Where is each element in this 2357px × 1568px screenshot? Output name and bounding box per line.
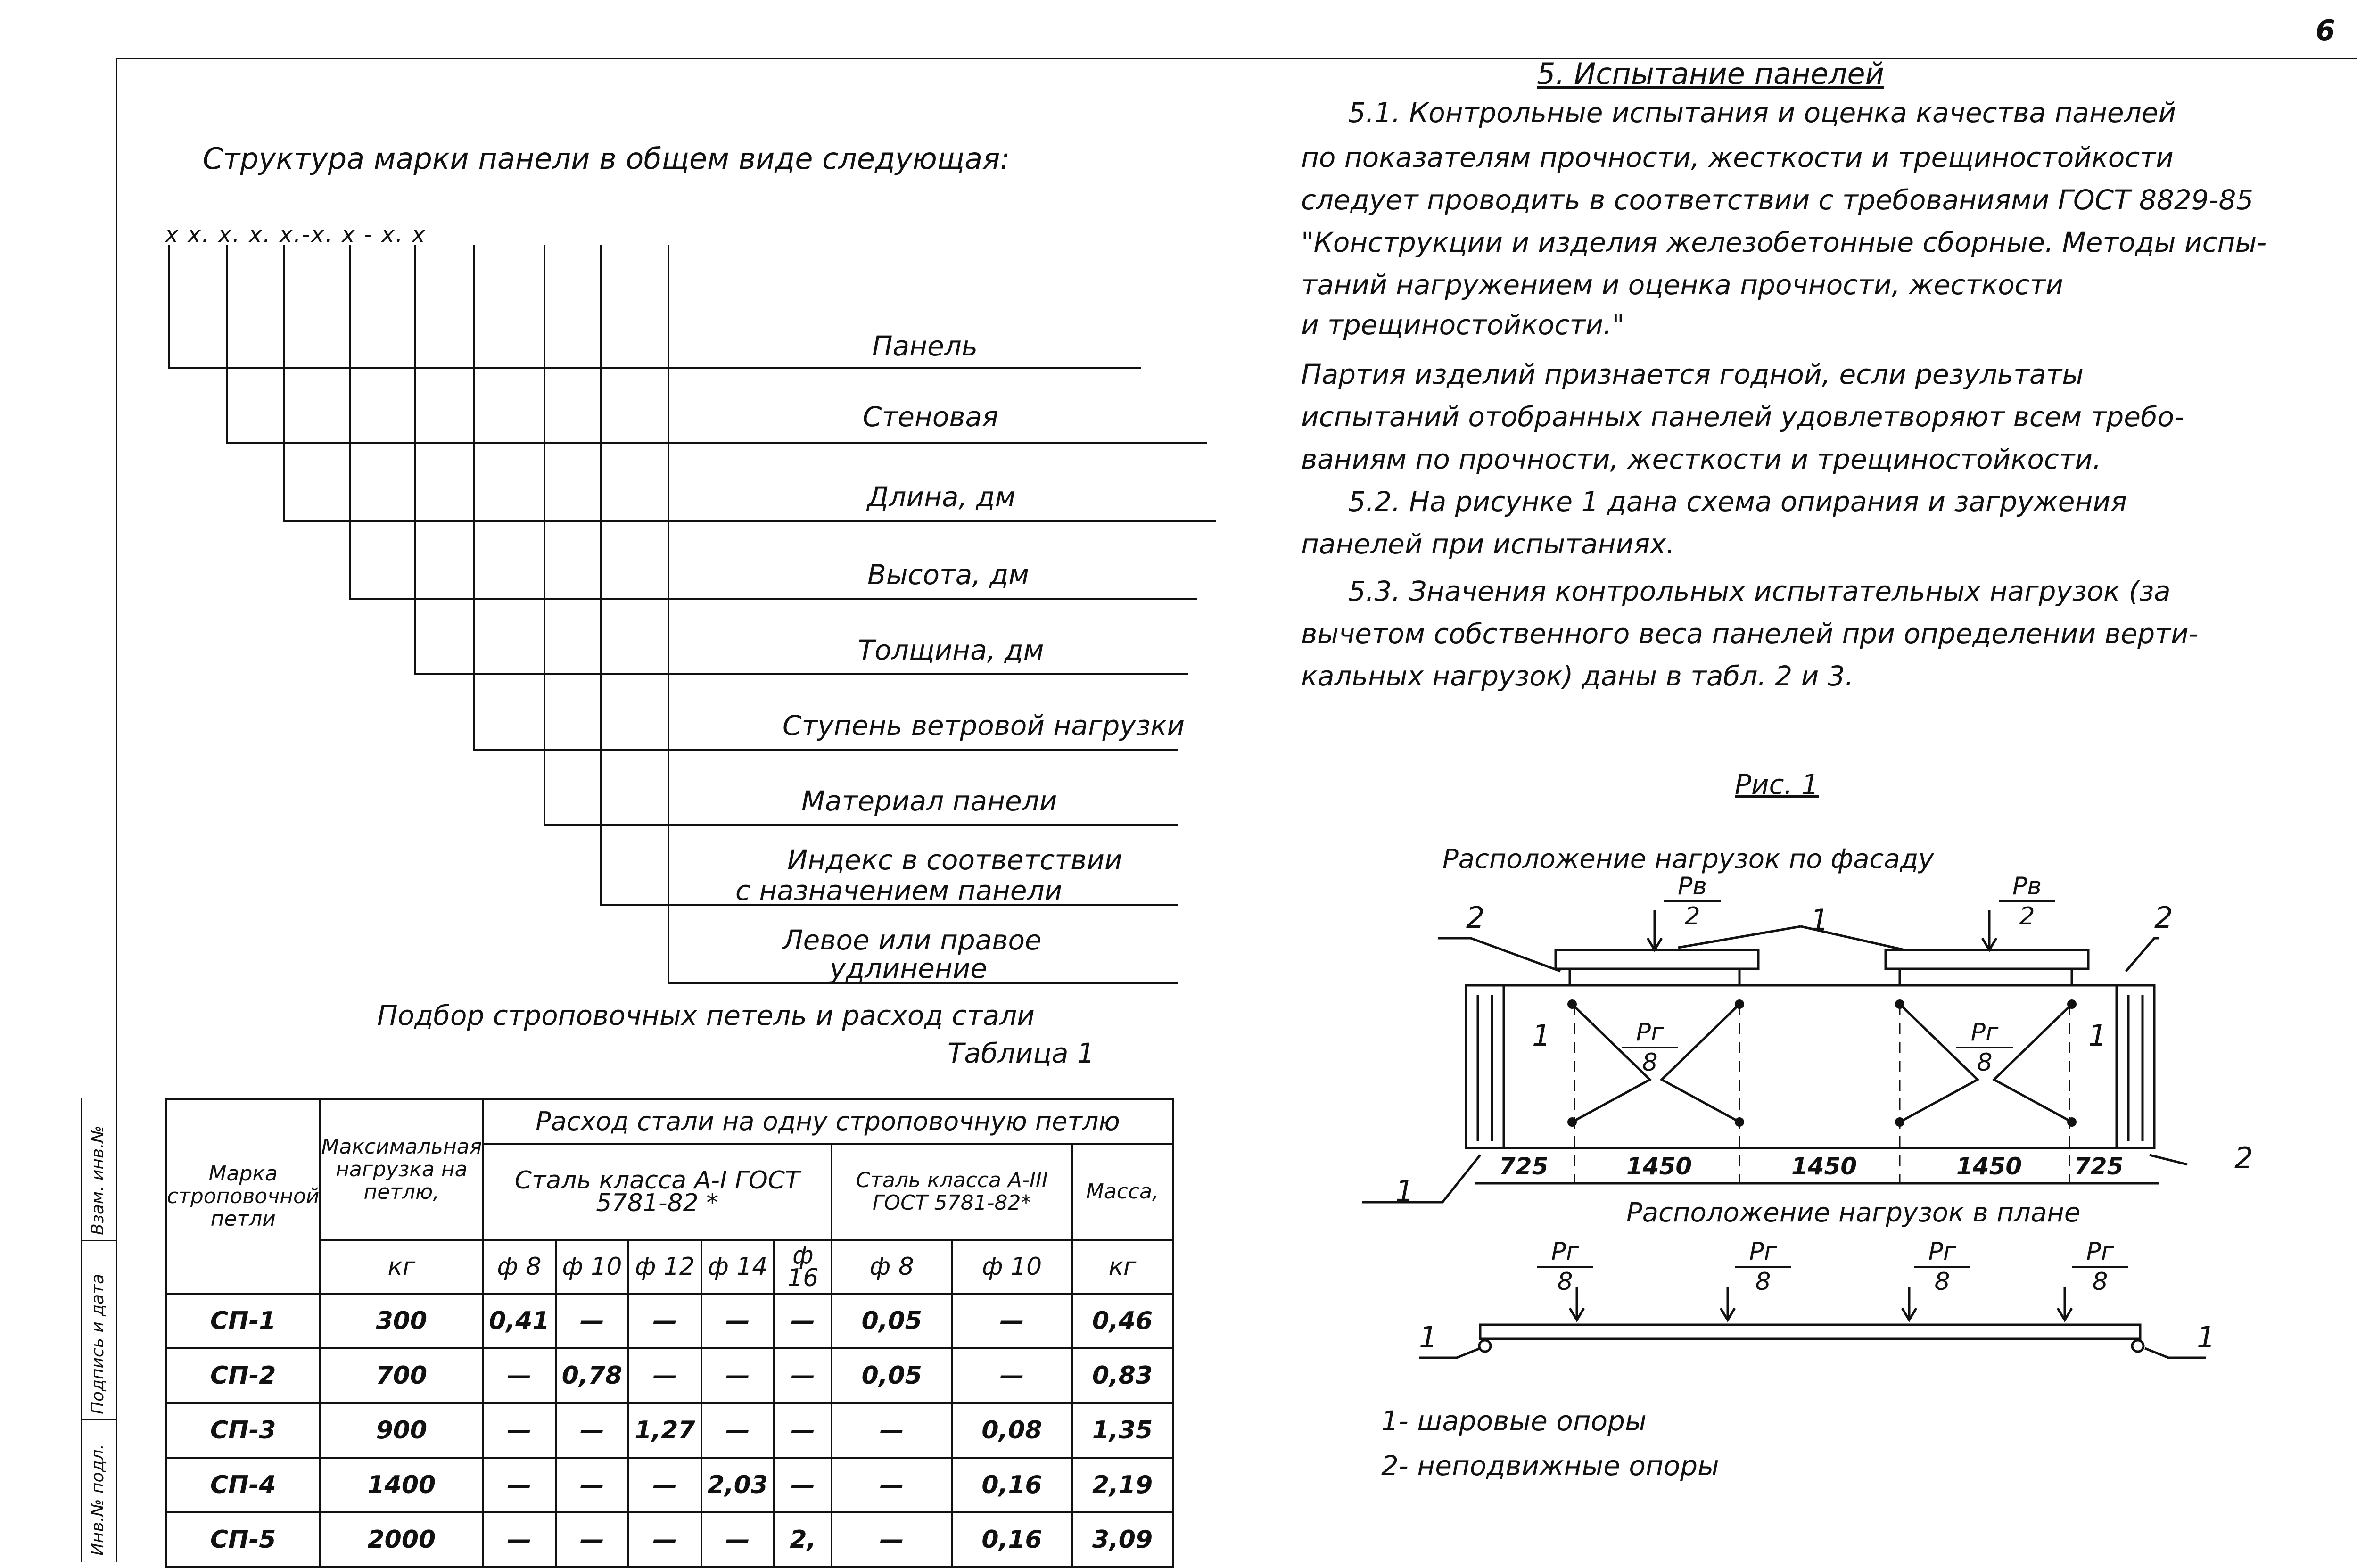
label-extension-2: удлинение	[830, 952, 988, 984]
structure-title: Структура марки панели в общем виде следующая:	[203, 141, 1010, 176]
pg-numerator: Рг	[1914, 1238, 1970, 1268]
paragraph-line: 5.3. Значения контрольных испытательных нагрузок (за	[1348, 575, 2171, 607]
facade-title: Расположение нагрузок по фасаду	[1442, 844, 1934, 875]
cell: 0,05	[832, 1294, 952, 1348]
cell: —	[701, 1348, 775, 1403]
label-index-1: Индекс в соответствии	[787, 844, 1122, 876]
header-diam-12: ф 12	[628, 1240, 701, 1294]
cell: 0,78	[556, 1348, 629, 1403]
sidebar-text-replaced: Взам. инв.№	[88, 1125, 107, 1235]
load-pv-right	[1999, 872, 2055, 931]
cell: —	[628, 1294, 701, 1348]
header-steel: Расход стали на одну строповочную петлю	[483, 1099, 1173, 1144]
paragraph-line: следует проводить в соответствии с требованиями ГОСТ 8829-85	[1301, 184, 2254, 216]
cell: 700	[320, 1348, 483, 1403]
plan-load	[1735, 1238, 1791, 1296]
cell: 0,08	[952, 1403, 1072, 1458]
cell: —	[628, 1348, 701, 1403]
paragraph-line: испытаний отобранных панелей удовлетворяют всем требо-	[1301, 401, 2184, 433]
paragraph-line: "Конструкции и изделия железобетонные сборные. Методы испы-	[1301, 226, 2267, 258]
section-heading: 5. Испытание панелей	[1537, 57, 1884, 91]
cell: —	[556, 1458, 629, 1512]
mark-pattern: х х. х. х. х.-х. х - х. х	[165, 222, 426, 248]
paragraph-line: по показателям прочности, жесткости и трещиностойкости	[1301, 141, 2174, 173]
cell: СП-5	[166, 1512, 320, 1567]
pg-denominator: 8	[1934, 1268, 1950, 1296]
label-extension-1: Левое или правое	[783, 924, 1042, 956]
cell: —	[483, 1348, 556, 1403]
load-pv-left	[1664, 872, 1721, 931]
paragraph-line: Партия изделий признается годной, если результаты	[1301, 358, 2084, 390]
dimension: 725	[1499, 1153, 1549, 1180]
pg-denominator: 8	[1557, 1268, 1573, 1296]
plan-load	[1914, 1238, 1970, 1296]
callout-1-right: 1	[2088, 1018, 2107, 1053]
cell: —	[701, 1512, 775, 1567]
label-panel: Панель	[872, 330, 978, 362]
header-mark: Марка строповочной петли	[166, 1099, 320, 1294]
cell: —	[556, 1403, 629, 1458]
cell: СП-1	[166, 1294, 320, 1348]
header-class3: Сталь класса А-III ГОСТ 5781-82*	[832, 1144, 1072, 1240]
label-thickness: Толщина, дм	[858, 634, 1044, 666]
paragraph-line: 5.2. На рисунке 1 дана схема опирания и загружения	[1348, 486, 2127, 518]
paragraph-line: ваниям по прочности, жесткости и трещиностойкости.	[1301, 443, 2102, 475]
plan-load	[1537, 1238, 1593, 1296]
pv-denominator: 2	[1684, 902, 1700, 931]
sidebar-text-signature: Подпись и дата	[88, 1273, 107, 1414]
cell: —	[556, 1512, 629, 1567]
header-diam-14: ф 14	[701, 1240, 775, 1294]
paragraph-line: таний нагружением и оценка прочности, жесткости	[1301, 269, 2063, 301]
label-wind-load: Ступень ветровой нагрузки	[783, 710, 1185, 742]
label-height: Высота, дм	[867, 559, 1030, 591]
callout-2-left: 2	[1466, 900, 1485, 935]
paragraph-line: вычетом собственного веса панелей при определении верти-	[1301, 618, 2199, 650]
header-mass-unit: кг	[1072, 1240, 1173, 1294]
cell: 2,03	[701, 1458, 775, 1512]
label-length: Длина, дм	[867, 481, 1016, 513]
plan-load	[2072, 1238, 2128, 1296]
table-caption: Подбор строповочных петель и расход стали	[377, 999, 1035, 1032]
header-class1: Сталь класса А-I ГОСТ 5781-82 *	[483, 1144, 832, 1240]
cell: 3,09	[1072, 1512, 1173, 1567]
cell: 1,35	[1072, 1403, 1173, 1458]
cell: 2,19	[1072, 1458, 1173, 1512]
sidebar-text-inv: Инв.№ подл.	[88, 1444, 107, 1556]
cell: —	[628, 1512, 701, 1567]
pg-denominator: 8	[1755, 1268, 1771, 1296]
pg-denominator: 8	[2092, 1268, 2108, 1296]
pg-numerator: Рг	[1537, 1238, 1593, 1268]
load-pg-right	[1956, 1018, 2013, 1077]
load-pg-left	[1622, 1018, 1678, 1077]
dimension: 1450	[1956, 1153, 2022, 1180]
cell: 0,16	[952, 1512, 1072, 1567]
callout-1-top: 1	[1810, 903, 1829, 937]
cell: —	[832, 1403, 952, 1458]
cell: 1,27	[628, 1403, 701, 1458]
paragraph-line: кальных нагрузок) даны в табл. 2 и 3.	[1301, 660, 1854, 692]
cell: —	[556, 1294, 629, 1348]
cell: 0,83	[1072, 1348, 1173, 1403]
dimension: 725	[2074, 1153, 2124, 1180]
cell: СП-2	[166, 1348, 320, 1403]
cell: —	[774, 1294, 832, 1348]
cell: 900	[320, 1403, 483, 1458]
legend-fixed-supports: 2- неподвижные опоры	[1381, 1450, 1719, 1482]
cell: 1400	[320, 1458, 483, 1512]
cell: —	[952, 1294, 1072, 1348]
callout-1-left: 1	[1532, 1018, 1551, 1053]
callout-1-plan-left: 1	[1419, 1320, 1438, 1354]
cell: —	[483, 1512, 556, 1567]
callout-2-right: 2	[2154, 900, 2173, 935]
pg-numerator: Рг	[1622, 1018, 1678, 1048]
pv-numerator: Рв	[1664, 872, 1721, 902]
callout-2-bottom-right: 2	[2234, 1141, 2253, 1175]
cell: —	[832, 1512, 952, 1567]
header-diam-8: ф 8	[483, 1240, 556, 1294]
cell: 2,	[774, 1512, 832, 1567]
cell: —	[774, 1458, 832, 1512]
cell: —	[832, 1458, 952, 1512]
pg-numerator: Рг	[2072, 1238, 2128, 1268]
cell: 0,16	[952, 1458, 1072, 1512]
cell: —	[952, 1348, 1072, 1403]
label-wall: Стеновая	[863, 401, 998, 433]
cell: —	[701, 1294, 775, 1348]
cell: 0,41	[483, 1294, 556, 1348]
header-load: Максимальная нагрузка на петлю,	[320, 1099, 483, 1240]
dimension: 1450	[1791, 1153, 1857, 1180]
header-diam3-10: ф 10	[952, 1240, 1072, 1294]
pg-denominator: 8	[1642, 1048, 1658, 1077]
header-diam3-8: ф 8	[832, 1240, 952, 1294]
cell: —	[774, 1348, 832, 1403]
header-diam-16: ф 16	[774, 1240, 832, 1294]
table-number: Таблица 1	[948, 1037, 1095, 1069]
label-index-2: с назначением панели	[735, 875, 1063, 907]
pg-numerator: Рг	[1956, 1018, 2013, 1048]
dimension: 1450	[1626, 1153, 1692, 1180]
cell: —	[628, 1458, 701, 1512]
cell: 0,46	[1072, 1294, 1173, 1348]
cell: —	[774, 1403, 832, 1458]
callout-1-plan-right: 1	[2197, 1320, 2216, 1354]
page-number: 6	[2316, 14, 2335, 47]
legend-ball-supports: 1- шаровые опоры	[1381, 1405, 1647, 1437]
header-diam-10: ф 10	[556, 1240, 629, 1294]
cell: 2000	[320, 1512, 483, 1567]
label-material: Материал панели	[801, 785, 1057, 817]
cell: СП-3	[166, 1403, 320, 1458]
header-load-unit: кг	[320, 1240, 483, 1294]
cell: —	[483, 1458, 556, 1512]
pg-denominator: 8	[1977, 1048, 1993, 1077]
pv-denominator: 2	[2019, 902, 2035, 931]
cell: СП-4	[166, 1458, 320, 1512]
cell: —	[701, 1403, 775, 1458]
pv-numerator: Рв	[1999, 872, 2055, 902]
callout-1-bottom-left: 1	[1395, 1174, 1414, 1208]
paragraph-line: и трещиностойкости."	[1301, 309, 1625, 341]
pg-numerator: Рг	[1735, 1238, 1791, 1268]
paragraph-line: панелей при испытаниях.	[1301, 528, 1675, 560]
paragraph-line: 5.1. Контрольные испытания и оценка качества панелей	[1348, 97, 2176, 129]
plan-title: Расположение нагрузок в плане	[1626, 1197, 2081, 1228]
header-mass: Масса,	[1072, 1144, 1173, 1240]
cell: —	[483, 1403, 556, 1458]
figure-title: Рис. 1	[1735, 768, 1819, 801]
cell: 300	[320, 1294, 483, 1348]
cell: 0,05	[832, 1348, 952, 1403]
